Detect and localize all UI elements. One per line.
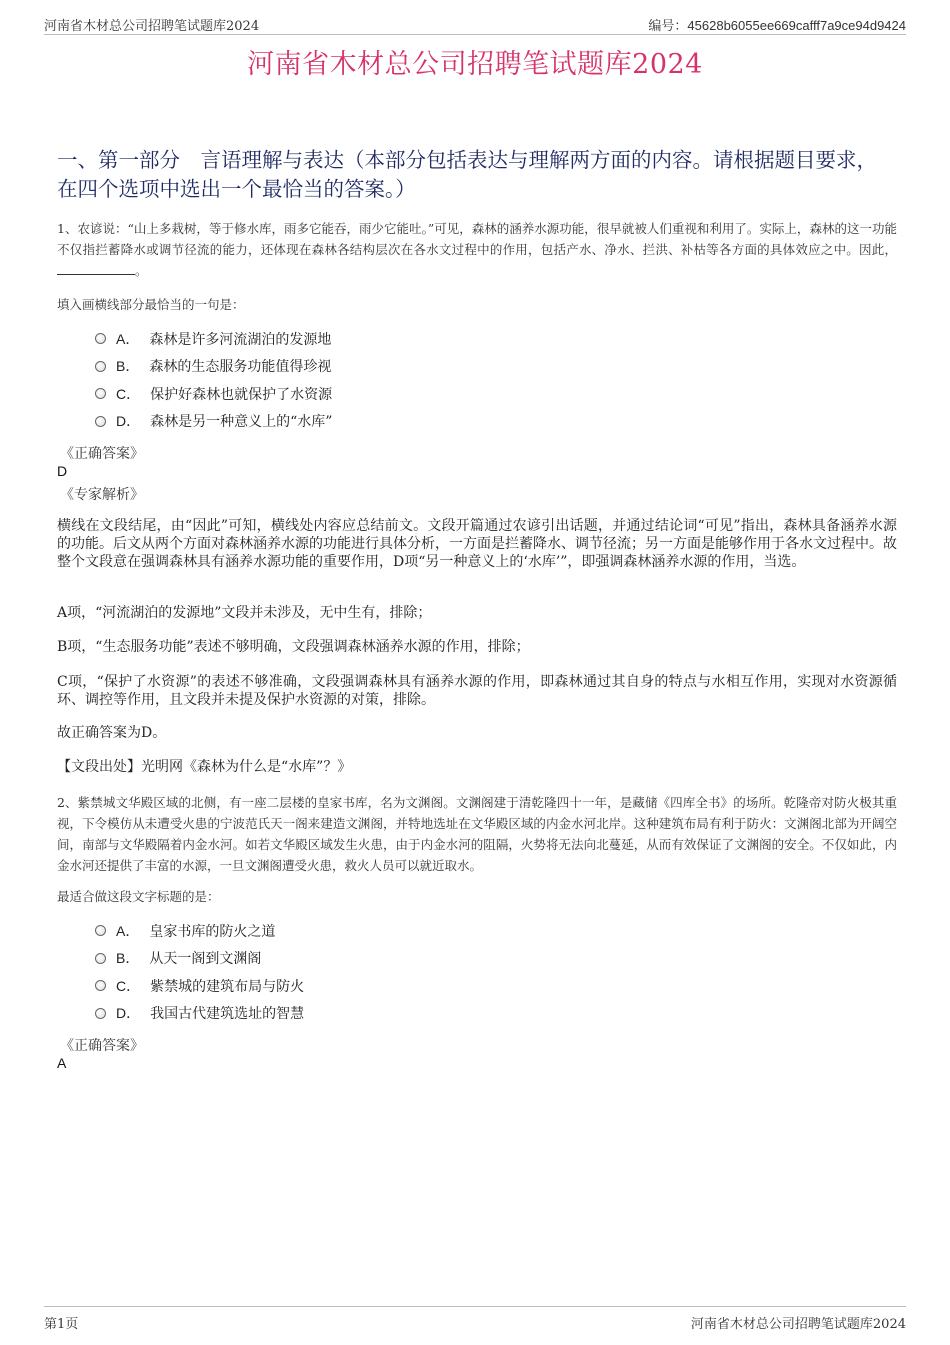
option-b[interactable] (95, 945, 304, 973)
header-code (648, 15, 906, 34)
header-code-label: 编号： (648, 19, 688, 34)
question-1-prompt: 填入画横线部分最恰当的一句是： (57, 297, 245, 312)
fill-blank (57, 261, 135, 275)
question-1-text (57, 218, 897, 281)
analysis-paragraph: C项，“保护了水资源”的表述不够准确，文段强调森林具有涵养水源的作用，即森林通过其自身的特点与水相互作用，实现对水资源循环、调控等作用，且文段并未提及保护水资源的对策，排除。 (57, 674, 897, 708)
option-c[interactable] (95, 380, 332, 408)
analysis-paragraph: 横线在文段结尾，由“因此”可知，横线处内容应总结前文。文段开篇通过农谚引出话题，并通过结论词“可见”指出，森林具备涵养水源的功能。后文从两个方面对森林涵养水源的功能进行具体分析，一方面是拦蓄降水、调节径流；另一方面是能够作用于各水文过程中。故整个文段意在强调森林具有涵养水源功能的重要作用，D项“另一种意义上的‘水库’”，即强调森林涵养水源的作用，当选。 (57, 518, 897, 570)
option-d[interactable] (95, 1000, 304, 1028)
question-1-end: 。 (135, 263, 148, 278)
option-c[interactable] (95, 972, 304, 1000)
footer-page-number: 第1页 (44, 1317, 79, 1332)
analysis-paragraph: 故正确答案为D。 (57, 725, 167, 741)
option-letter: C． (116, 385, 141, 402)
question-2-prompt: 最适合做这段文字标题的是： (57, 889, 220, 904)
answer-label: 《正确答案》 (60, 446, 144, 462)
radio-icon[interactable] (95, 333, 106, 344)
answer-label: 《正确答案》 (60, 1038, 144, 1054)
analysis-paragraph: B项，“生态服务功能”表述不够明确，文段强调森林涵养水源的作用，排除； (57, 639, 530, 655)
analysis-paragraph: A项，“河流湖泊的发源地”文段并未涉及，无中生有，排除； (57, 605, 432, 621)
option-text: 保护好森林也就保护了水资源 (150, 386, 333, 403)
option-letter: B． (116, 358, 140, 375)
radio-icon[interactable] (95, 1008, 106, 1019)
option-text: 森林是另一种意义上的“水库” (150, 414, 333, 431)
option-text: 从天一阁到文渊阁 (149, 951, 262, 968)
header-doc-title: 河南省木材总公司招聘笔试题库2024 (44, 19, 260, 34)
option-letter: B． (116, 950, 140, 967)
analysis-label: 《专家解析》 (60, 487, 144, 503)
question-2-options (95, 917, 304, 1027)
radio-icon[interactable] (95, 361, 106, 372)
option-text: 我国古代建筑选址的智慧 (150, 1006, 305, 1023)
header-code-value: 45628b6055ee669cafff7a9ce94d9424 (687, 18, 906, 33)
answer-value: A (57, 1055, 67, 1071)
page-header (44, 12, 906, 35)
option-text: 皇家书库的防火之道 (149, 923, 276, 940)
page-title: 河南省木材总公司招聘笔试题库2024 (247, 49, 703, 80)
footer-doc-title: 河南省木材总公司招聘笔试题库2024 (690, 1317, 906, 1332)
option-letter: A． (116, 330, 140, 347)
option-text: 森林是许多河流湖泊的发源地 (149, 331, 332, 348)
radio-icon[interactable] (95, 925, 106, 936)
radio-icon[interactable] (95, 980, 106, 991)
radio-icon[interactable] (95, 953, 106, 964)
option-letter: A． (116, 922, 140, 939)
answer-value: D (57, 463, 68, 479)
option-a[interactable] (95, 917, 304, 945)
option-text: 紫禁城的建筑布局与防火 (150, 978, 305, 995)
option-text: 森林的生态服务功能值得珍视 (149, 359, 332, 376)
option-letter: D． (116, 1005, 141, 1022)
analysis-source: 【文段出处】光明网《森林为什么是“水库”？》 (57, 759, 352, 775)
option-d[interactable] (95, 408, 332, 436)
radio-icon[interactable] (95, 416, 106, 427)
question-1-options (95, 325, 332, 435)
section-heading: 一、第一部分 言语理解与表达（本部分包括表达与理解两方面的内容。请根据题目要求，在四个选项中选出一个最恰当的答案。） (57, 148, 877, 201)
question-2-text: 2、紫禁城文华殿区域的北侧，有一座二层楼的皇家书库，名为文渊阁。文渊阁建于清乾隆四十一年，是藏储《四库全书》的场所。乾隆帝对防火极其重视，下令模仿从未遭受火患的宁波范氏天一阁来建造文渊阁，并特地选址在文华殿区域的内金水河北岸。这种建筑布局有利于防火：文渊阁北部为开阔空间，南部与文华殿隔着内金水河。如若文华殿区域发生火患，由于内金水河的阻隔，火势将无法向北蔓延，从而有效保证了文渊阁的安全。不仅如此，内金水河还提供了丰富的水源，一旦文渊阁遭受火患，救火人员可以就近取水。 (57, 795, 897, 873)
option-a[interactable] (95, 325, 332, 353)
option-letter: C． (116, 977, 141, 994)
page-footer (44, 1306, 906, 1331)
question-1-body: 1、农谚说：“山上多栽树，等于修水库，雨多它能吞，雨少它能吐。”可见，森林的涵养水源功能，很早就被人们重视和利用了。实际上，森林的这一功能不仅指拦蓄降水或调节径流的能力，还体现在森林各结构层次在各水文过程中的作用，包括产水、净水、拦洪、补枯等各方面的具体效应之中。因此， (57, 221, 897, 257)
radio-icon[interactable] (95, 388, 106, 399)
option-b[interactable] (95, 353, 332, 381)
option-letter: D． (116, 413, 141, 430)
